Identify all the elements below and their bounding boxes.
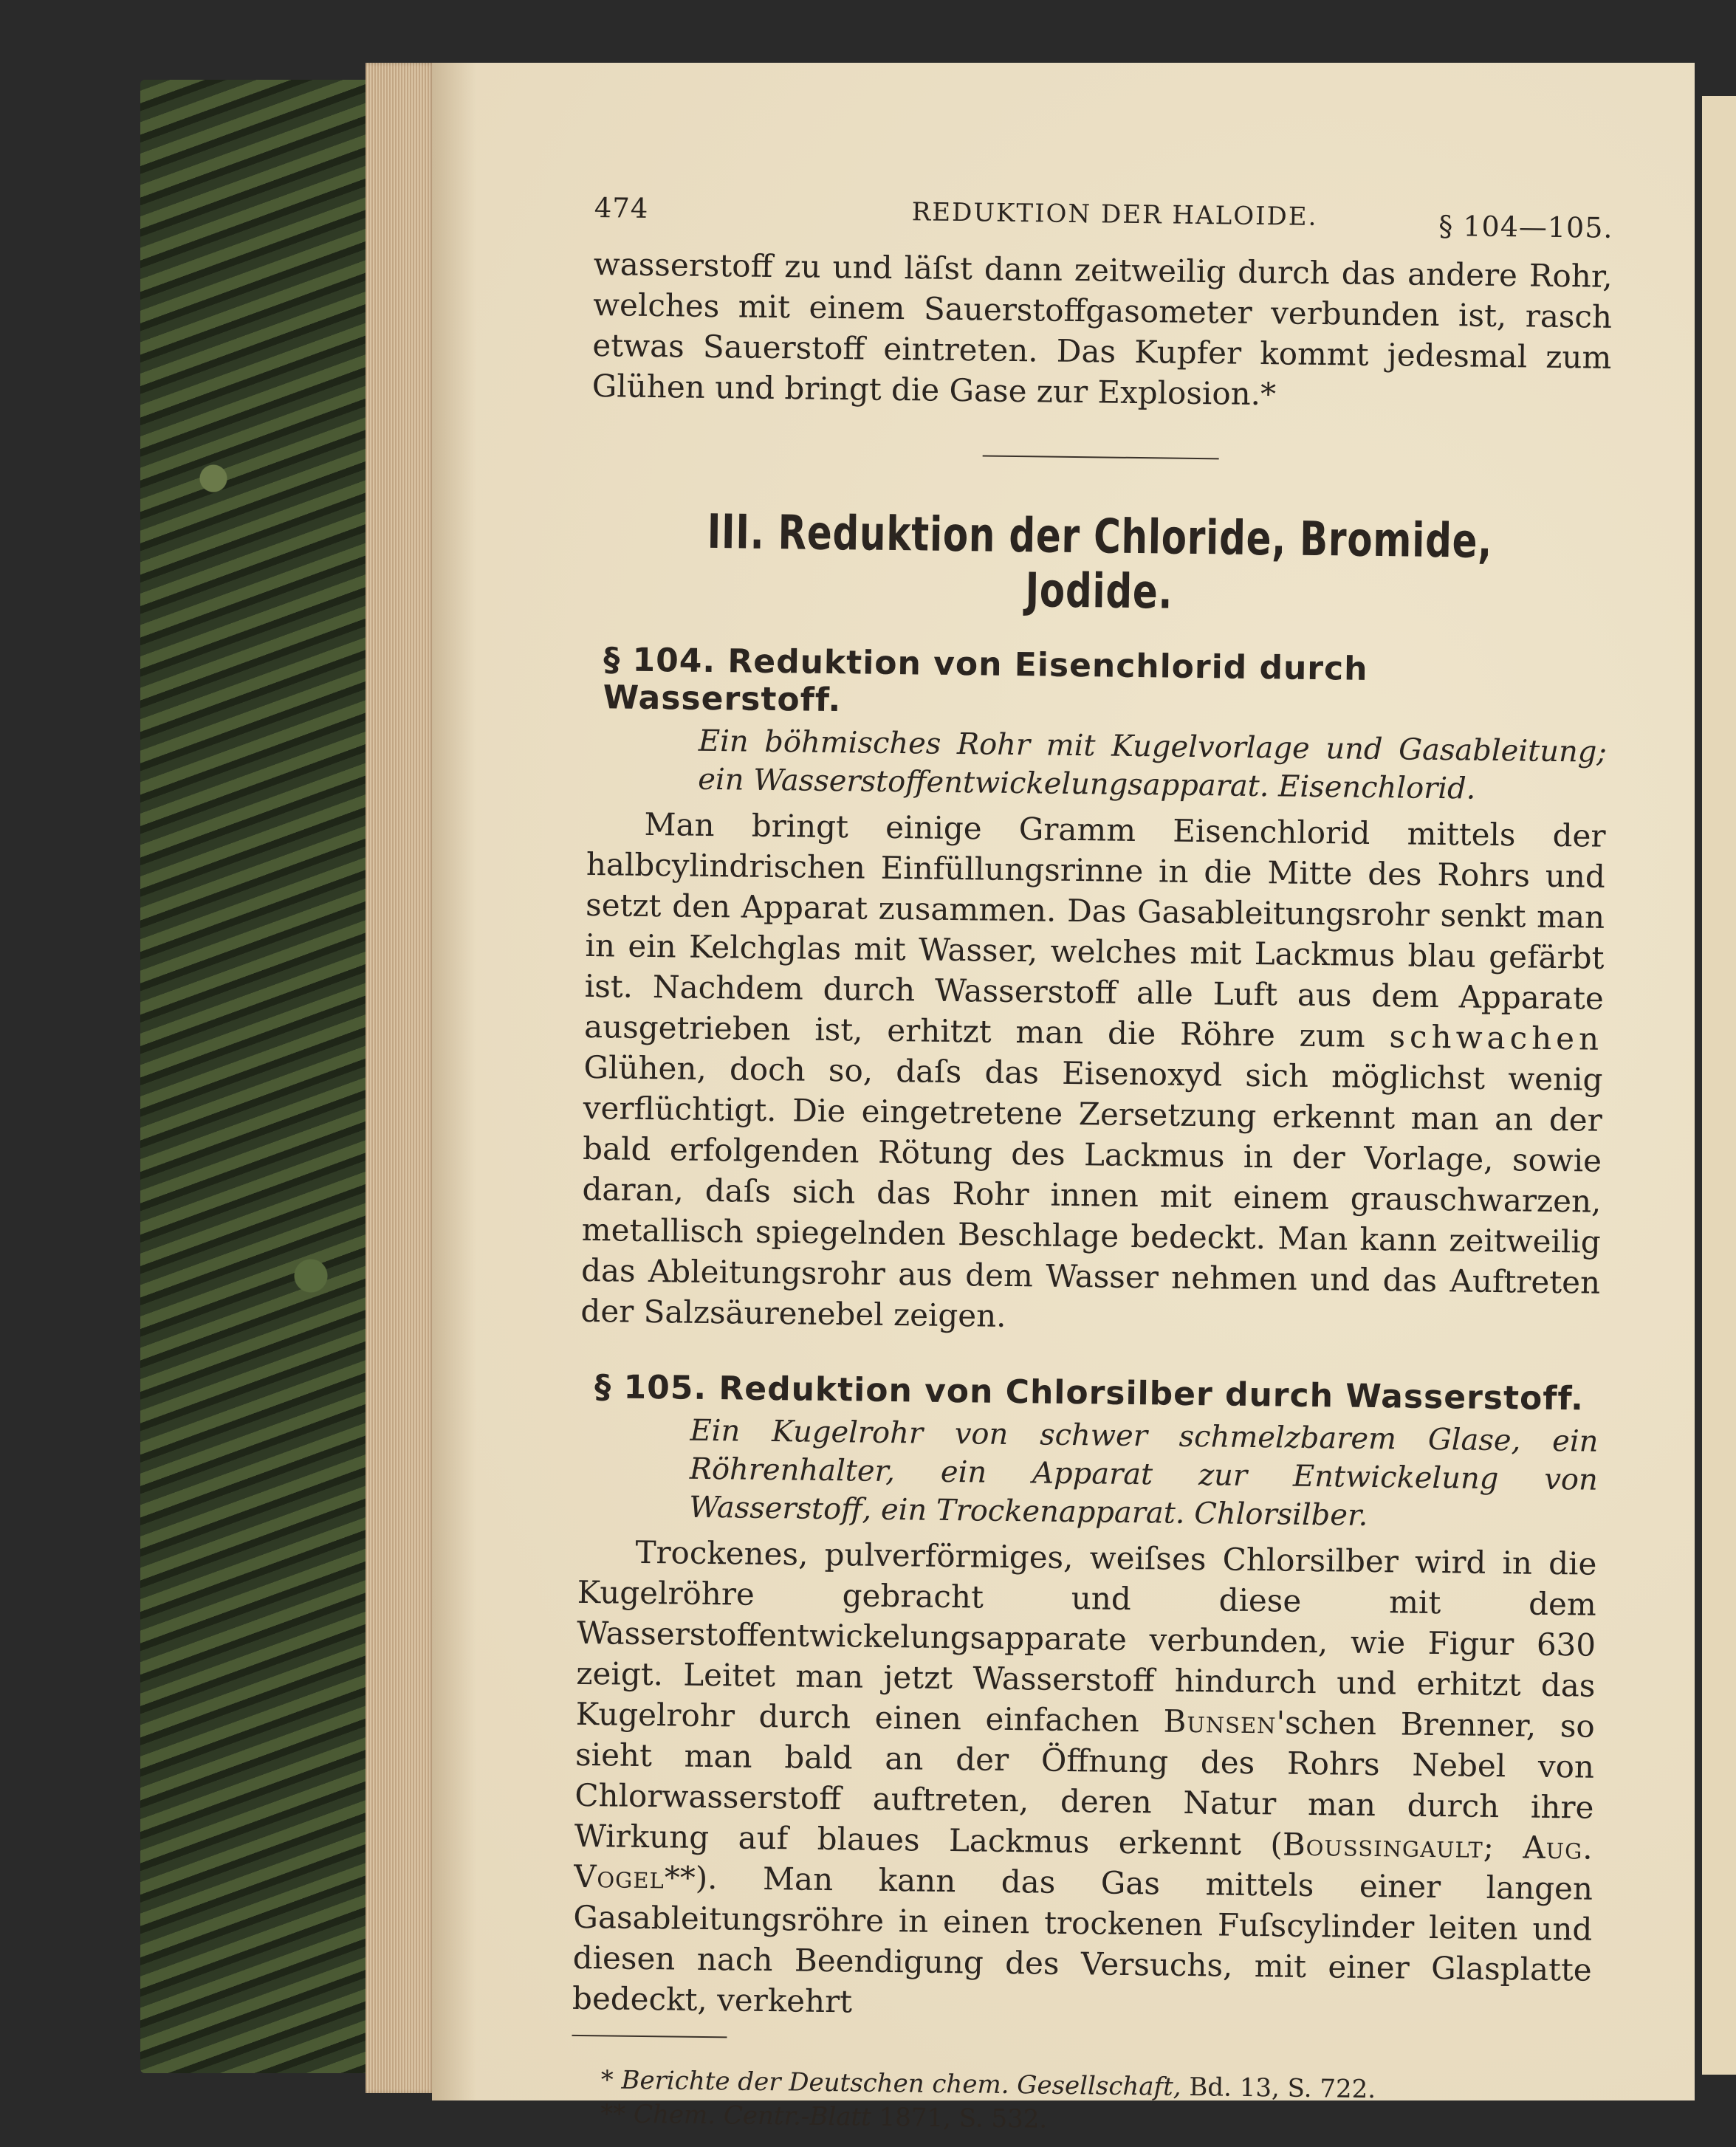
page-number: 474 <box>594 192 649 224</box>
facing-page-edge <box>1702 96 1736 2075</box>
section-divider <box>983 455 1219 459</box>
running-title: REDUKTION DER HALOIDE. <box>911 197 1318 232</box>
section-104-body <box>580 803 1606 1344</box>
separator: ; <box>1483 1828 1523 1866</box>
section-105-materials: Ein Kugelrohr von schwer schmelzbarem Glase, ein Röhrenhalter, ein Apparat zur Entwickelung von Wasserstoff, ein Trockenapparat. Chlorsilber. <box>688 1413 1599 1533</box>
page-content <box>571 192 1613 2143</box>
intro-paragraph: wasserstoff zu und läſst dann zeitweilig durch das andere Rohr, welches mit einem Sauerstoffgasometer verbunden ist, rasch etwas Sauerstoff eintreten. Das Kupfer kommt jedesmal zum Glühen und bringt die Gase zur Explosion.* <box>591 245 1613 413</box>
section-104-heading: § 104. Reduktion von Eisenchlorid durch Wasserstoff. <box>603 641 1368 720</box>
gutter-shadow <box>432 63 476 2100</box>
section-105-body-c: **). Man kann das Gas mittels einer langen Gasableitungsröhre in einen trockenen Fuſscylinder leiten und diesen nach Beendigung des Versuchs, mit einer Glasplatte bedeckt, verkehrt <box>572 1859 1593 2020</box>
name-bunsen: Bunsen <box>1163 1703 1277 1741</box>
name-boussingault: Boussingault <box>1282 1826 1484 1865</box>
footnote-1-mark: * <box>600 2065 614 2095</box>
section-105-heading: § 105. Reduktion von Chlorsilber durch Wasserstoff. <box>594 1368 1585 1418</box>
book-cover-left <box>140 80 384 2073</box>
section-105-body-a: Trockenes, pulverförmiges, weiſses Chlorsilber wird in die Kugelröhre gebracht und diese mit dem Wasserstoffentwickelungsapparate verbunden, wie Figur 630 zeigt. Leitet man jetzt Wasserstoff hindurch und erhitzt das Kugelrohr durch einen einfachen <box>575 1533 1597 1739</box>
section-105-body-b: 'schen Brenner, so sieht man bald an der Öffnung des Rohrs Nebel von Chlorwasserstoff auftreten, deren Natur man durch ihre Wirkung auf blaues Lackmus erkennt ( <box>574 1704 1596 1863</box>
section-104-body-a: Man bringt einige Gramm Eisenchlorid mittels der halbcylindrischen Einfüllungsrinne in die Mitte des Rohrs und setzt den Apparat zusammen. Das Gasableitungsrohr senkt man in ein Kelchglas mit Wasser, welches mit Lackmus blau gefärbt ist. Nachdem durch Wasserstoff alle Luft aus dem Apparate ausgetrieben ist, erhitzt man die Röhre zum <box>583 805 1606 1054</box>
chapter-title: III. Reduktion der Chloride, Bromide, Jodide. <box>707 504 1493 620</box>
section-range: § 104—105. <box>1438 209 1613 244</box>
page-edges <box>366 63 436 2093</box>
section-104-body-b: Glühen, doch so, daſs das Eisenoxyd sich möglichst wenig verflüchtigt. Die eingetretene Zersetzung erkennt man an der bald erfolgenden Rötung des Lackmus in der Vorlage, sowie daran, daſs sich das Rohr innen mit einem grauschwarzen, metallisch spiegelnden Beschlage bedeckt. Man kann zeitweilig das Ableitungsrohr aus dem Wasser nehmen und das Auftreten der Salzsäurenebel zeigen. <box>580 1048 1603 1334</box>
footnote-2-mark: ** <box>600 2099 626 2129</box>
footnote-1-ref: Bd. 13, S. 722. <box>1189 2072 1376 2105</box>
footnote-2-ref: 1871, S. 532. <box>879 2102 1048 2134</box>
footnote-rule <box>572 2035 727 2038</box>
footnote-2-source: Chem. Centr.-Blatt <box>633 2099 872 2132</box>
name-vogel: Aug. Vogel <box>573 1829 1593 1896</box>
section-104-materials: Ein böhmisches Rohr mit Kugelvorlage und Gasableitung; ein Wasserstoffentwickelungsapparat. Eisenchlorid. <box>698 724 1608 806</box>
section-105-body <box>572 1531 1597 2031</box>
footnote-1-source: Berichte der Deutschen chem. Gesellschaft, <box>621 2065 1181 2102</box>
section-104-body-spaced: schwachen <box>1389 1018 1604 1057</box>
